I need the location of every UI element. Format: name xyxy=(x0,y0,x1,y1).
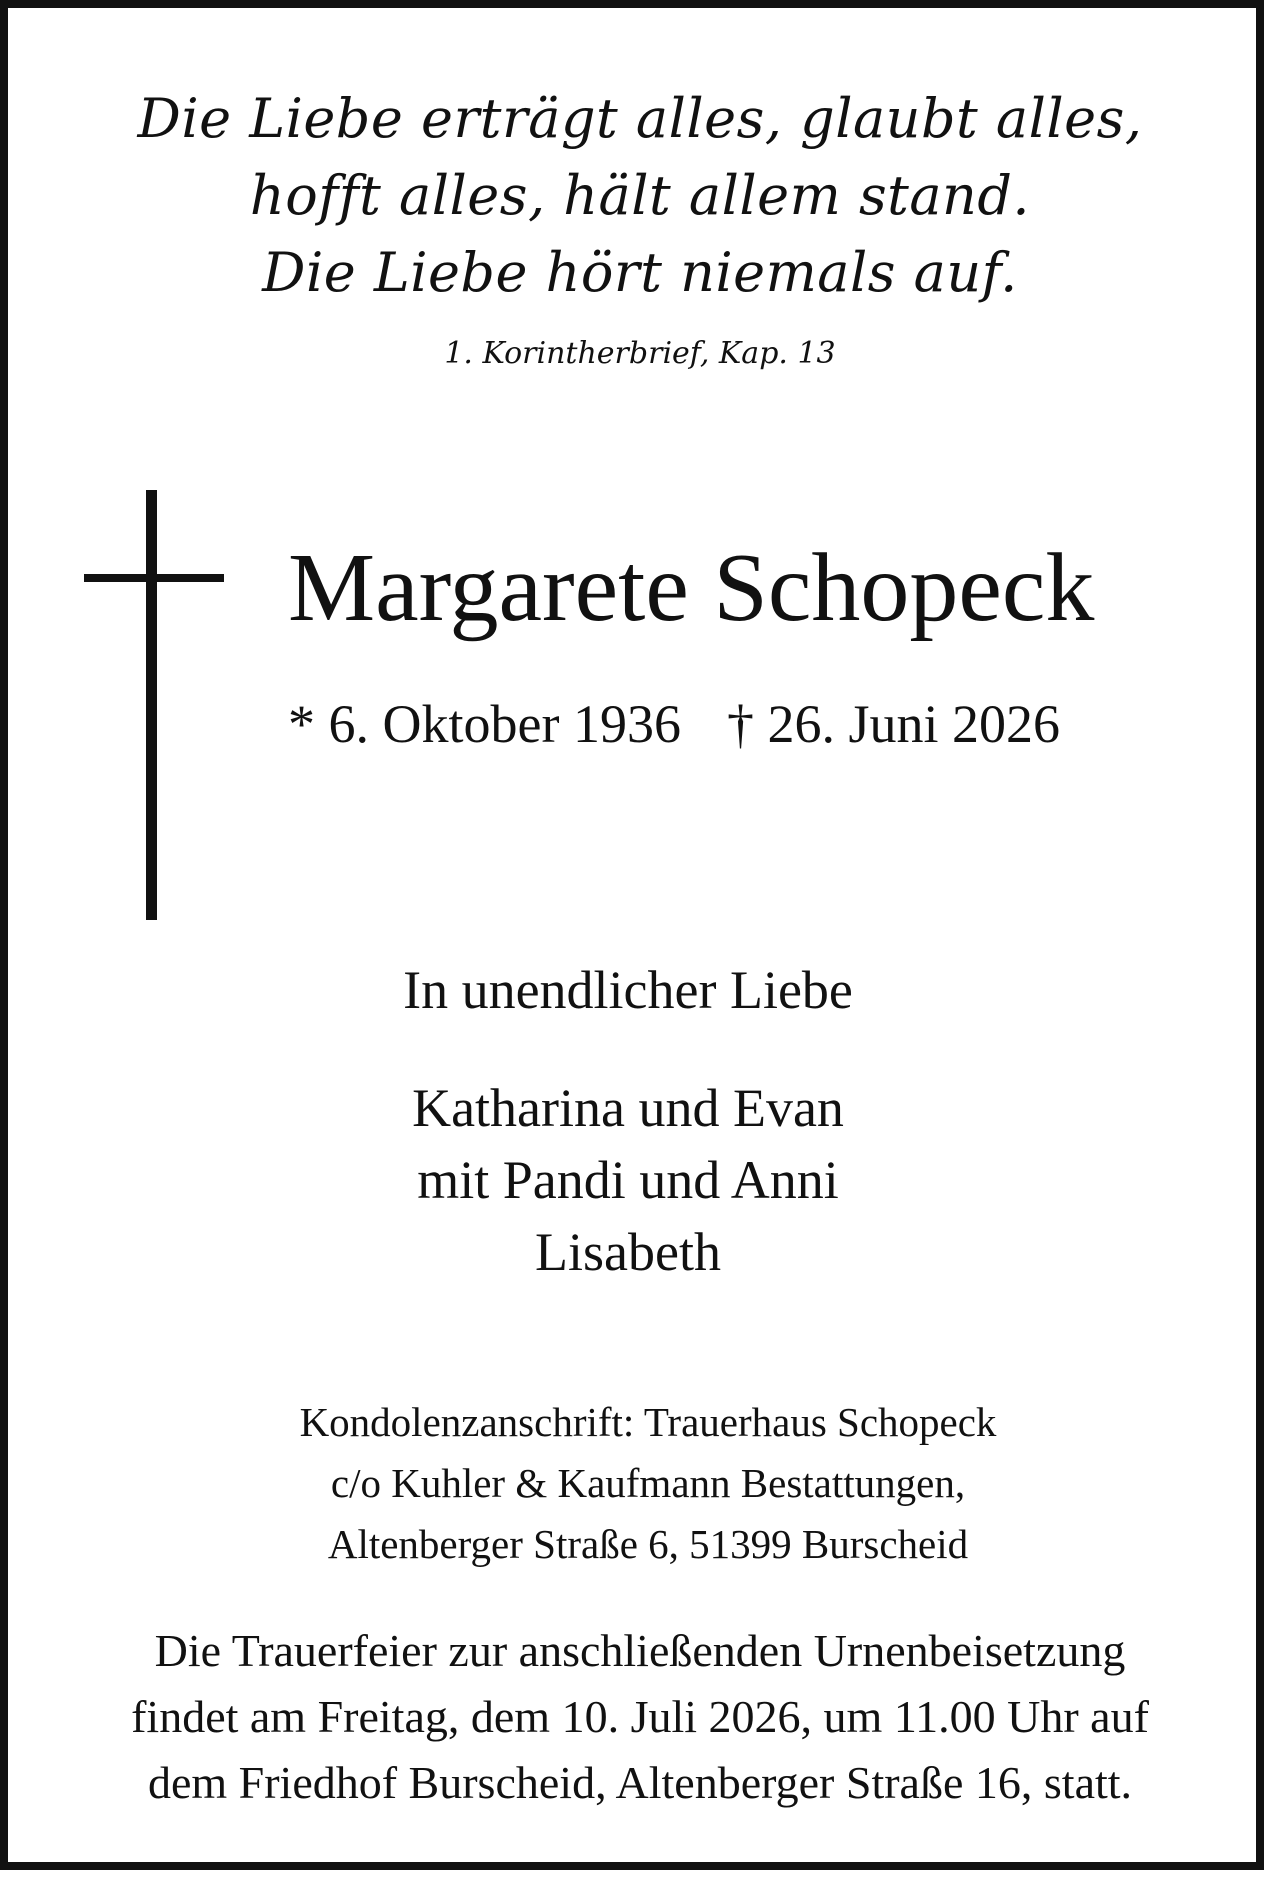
cross-vertical-bar xyxy=(146,490,157,920)
service-line: dem Friedhof Burscheid, Altenberger Straße 16, statt. xyxy=(147,1757,1133,1808)
life-dates xyxy=(288,692,1060,756)
service-line: Die Trauerfeier zur anschließenden Urnenbeisetzung xyxy=(154,1625,1126,1676)
verse-line: hofft alles, hält allem stand. xyxy=(249,164,1031,227)
mourner-line: Lisabeth xyxy=(535,1222,721,1282)
address-line: Altenberger Straße 6, 51399 Burscheid xyxy=(327,1521,969,1567)
death-date: † 26. Juni 2026 xyxy=(726,694,1060,754)
address-line: c/o Kuhler & Kaufmann Bestattungen, xyxy=(330,1460,966,1506)
verse-line: Die Liebe erträgt alles, glaubt alles, xyxy=(137,87,1143,150)
bible-verse xyxy=(8,80,1272,311)
funeral-service-info xyxy=(8,1618,1272,1816)
mourners-intro: In unendlicher Liebe xyxy=(403,960,853,1020)
birth-date: * 6. Oktober 1936 xyxy=(288,694,681,754)
deceased-name: Margarete Schopeck xyxy=(288,534,1095,642)
verse-citation: 1. Korintherbrief, Kap. 13 xyxy=(444,336,836,371)
cross-horizontal-bar xyxy=(84,574,224,582)
mourners-names xyxy=(8,1072,1280,1288)
mourner-line: mit Pandi und Anni xyxy=(417,1150,839,1210)
mourner-line: Katharina und Evan xyxy=(412,1078,844,1138)
address-line: Kondolenzanschrift: Trauerhaus Schopeck xyxy=(299,1399,997,1445)
condolence-address xyxy=(8,1392,1280,1575)
verse-line: Die Liebe hört niemals auf. xyxy=(262,241,1018,304)
service-line: findet am Freitag, dem 10. Juli 2026, um 11.00 Uhr auf xyxy=(131,1691,1149,1742)
